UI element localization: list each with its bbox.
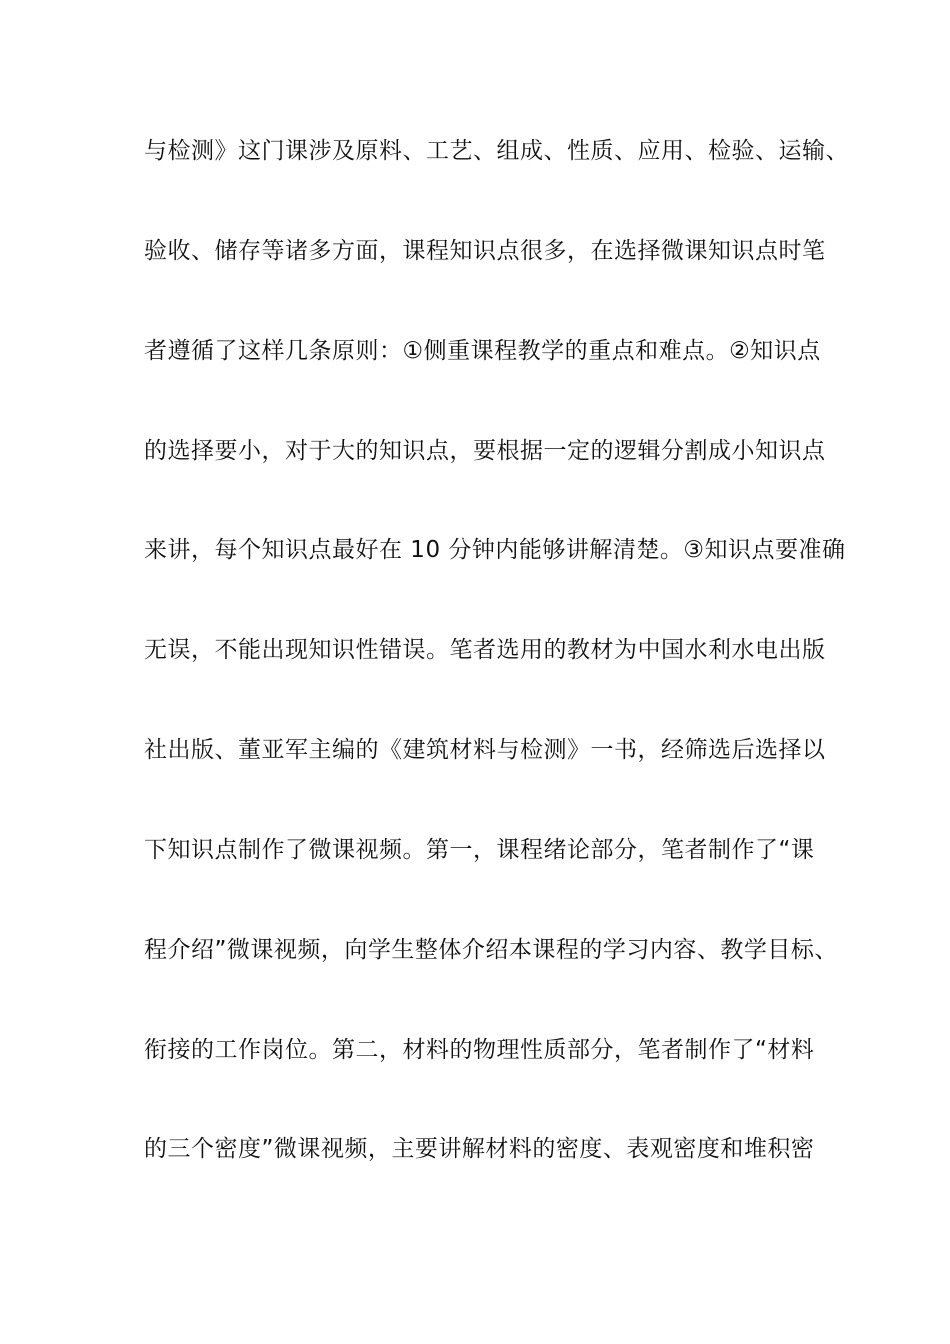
- paragraph-line: 来讲，每个知识点最好在 10 分钟内能够讲解清楚。③知识点要准确: [144, 537, 846, 563]
- paragraph-line: 无误，不能出现知识性错误。笔者选用的教材为中国水利水电出版: [144, 637, 826, 663]
- paragraph-line: 衔接的工作岗位。第二，材料的物理性质部分，笔者制作了“材料: [144, 1037, 815, 1063]
- paragraph-line: 程介绍”微课视频，向学生整体介绍本课程的学习内容、教学目标、: [144, 937, 838, 963]
- paragraph-line: 的选择要小，对于大的知识点，要根据一定的逻辑分割成小知识点: [144, 438, 826, 464]
- paragraph-line: 与检测》这门课涉及原料、工艺、组成、性质、应用、检验、运输、: [144, 138, 849, 164]
- paragraph-line: 验收、储存等诸多方面，课程知识点很多，在选择微课知识点时笔: [144, 238, 826, 264]
- paragraph-line: 下知识点制作了微课视频。第一，课程绪论部分，笔者制作了“课: [144, 837, 815, 863]
- paragraph-line: 的三个密度”微课视频，主要讲解材料的密度、表观密度和堆积密: [144, 1136, 815, 1162]
- paragraph-line: 社出版、董亚军主编的《建筑材料与检测》一书，经筛选后选择以: [144, 737, 826, 763]
- paragraph-line: 者遵循了这样几条原则：①侧重课程教学的重点和难点。②知识点: [144, 338, 821, 364]
